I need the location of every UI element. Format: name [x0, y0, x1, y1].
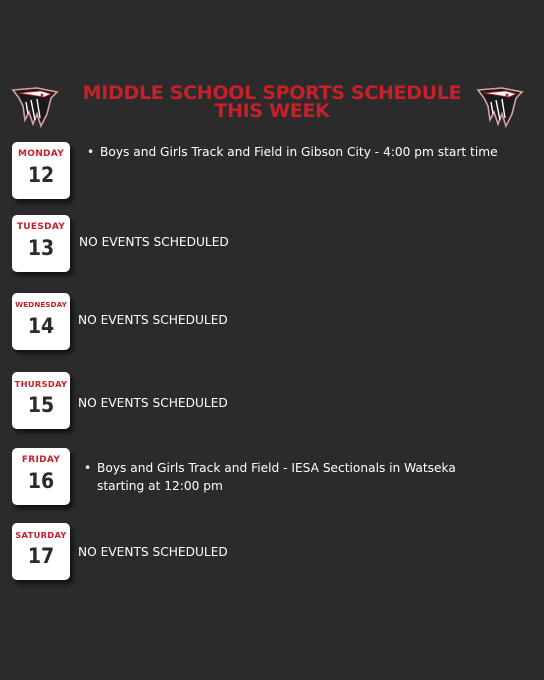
day-number: 13: [27, 236, 55, 260]
day-card-saturday: [12, 523, 70, 580]
day-name: WEDNESDAY: [15, 300, 67, 309]
day-card-monday: [12, 142, 70, 199]
title-line-1: MIDDLE SCHOOL SPORTS SCHEDULE: [82, 82, 462, 104]
day-number: 12: [27, 163, 55, 187]
day-name: TUESDAY: [16, 222, 66, 232]
event-item: • Boys and Girls Track and Field - IESA Sectionals in Watseka starting at 12:00 pm: [84, 459, 484, 495]
schedule-title: [60, 84, 484, 120]
day-card-thursday: [12, 372, 70, 429]
event-item: • Boys and Girls Track and Field in Gibson City - 4:00 pm start time: [87, 143, 527, 161]
day-card-wednesday: [12, 293, 70, 350]
friday-events: [84, 459, 484, 495]
day-name: SATURDAY: [15, 530, 67, 540]
wednesday-status: NO EVENTS SCHEDULED: [78, 313, 228, 327]
day-number: 17: [27, 544, 55, 568]
day-number: 15: [27, 393, 55, 417]
day-number: 16: [27, 469, 55, 493]
thursday-status: NO EVENTS SCHEDULED: [78, 396, 228, 410]
day-card-friday: [12, 448, 70, 505]
day-name: THURSDAY: [14, 379, 68, 389]
day-name: MONDAY: [17, 149, 65, 159]
falcon-logo-left-icon: [11, 84, 59, 130]
title-line-2: THIS WEEK: [214, 100, 330, 122]
tuesday-status: NO EVENTS SCHEDULED: [79, 235, 229, 249]
day-card-tuesday: [12, 215, 70, 272]
saturday-status: NO EVENTS SCHEDULED: [78, 545, 228, 559]
day-name: FRIDAY: [21, 455, 61, 465]
day-number: 14: [27, 314, 55, 338]
monday-events: [87, 143, 527, 161]
